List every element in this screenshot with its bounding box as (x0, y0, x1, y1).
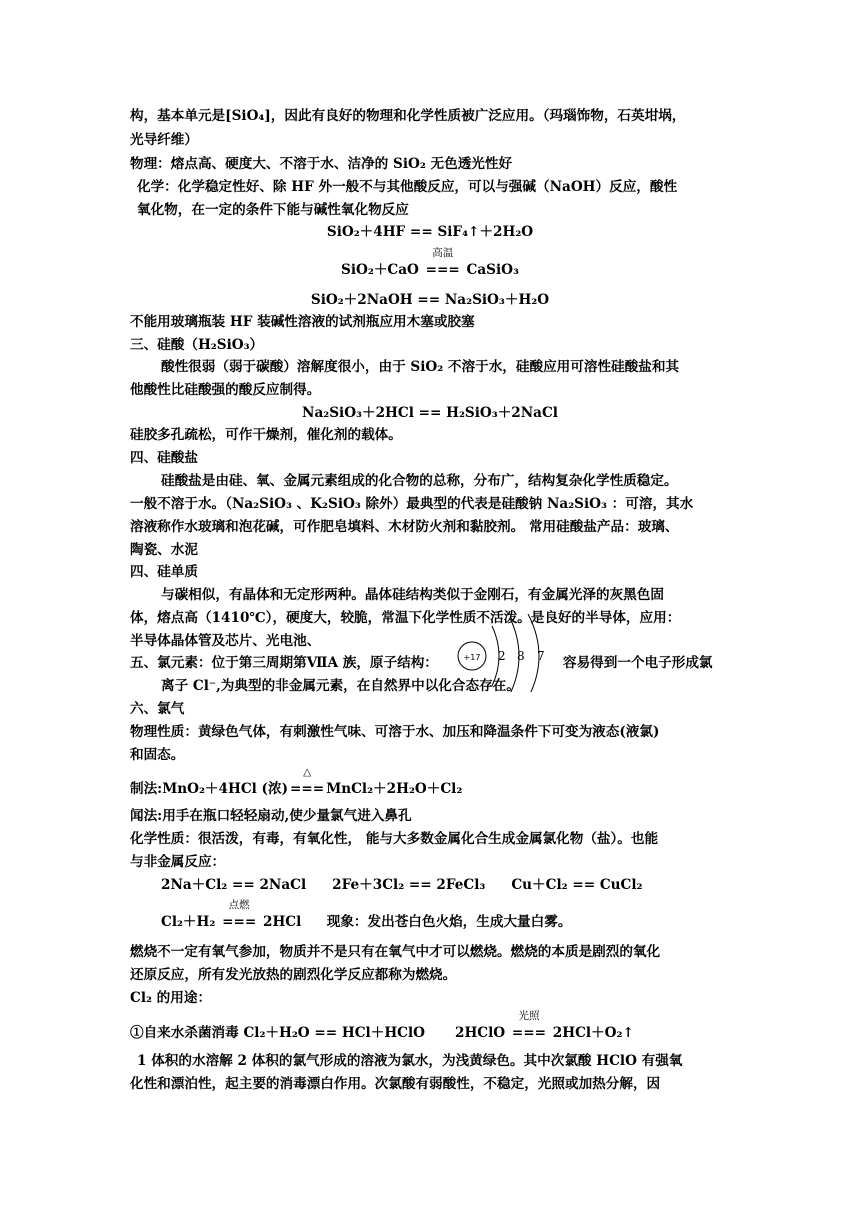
paragraph-line: 容易得到一个电子形成氯 (563, 655, 713, 671)
paragraph-line: 光导纤维） (130, 132, 198, 148)
equation-sio2-cao: SiO₂＋CaO 高温 === CaSiO₃ (341, 247, 519, 278)
paragraph-line: 陶瓷、水泥 (130, 542, 198, 558)
paragraph-line: 不能用玻璃瓶装 HF 装碱性溶液的试剂瓶应用木塞或胶塞 (130, 314, 475, 330)
equation-na2sio3-hcl: Na₂SiO₃＋2HCl == H₂SiO₃＋2NaCl (302, 405, 558, 421)
paragraph-line: 闻法:用手在瓶口轻轻扇动,使少量氯气进入鼻孔 (130, 808, 412, 824)
paragraph-line: 溶液称作水玻璃和泡花碱，可作肥皂填料、木材防火剂和黏胶剂。 常用硅酸盐产品：玻璃、 (130, 519, 679, 535)
equation-row (161, 876, 642, 894)
paragraph-line: 氧化物，在一定的条件下能与碱性氧化物反应 (137, 202, 409, 218)
equation-cl2-h2: Cl₂＋H₂ 点燃 === 2HCl 现象：发出苍白色火焰，生成大量白雾。 (161, 899, 572, 930)
phenomenon-note: 现象：发出苍白色火焰，生成大量白雾。 (326, 914, 572, 930)
paragraph-line: 化性和漂泊性，起主要的消毒漂白作用。次氯酸有弱酸性，不稳定，光照或加热分解，因 (130, 1076, 661, 1092)
paragraph-line: 半导体晶体管及芯片、光电池、 (130, 633, 321, 649)
paragraph-line: 与碳相似，有晶体和无定形两种。晶体硅结构类似于金刚石，有金属光泽的灰黑色固 (161, 587, 664, 603)
paragraph-line: 化学：化学稳定性好、除 HF 外一般不与其他酸反应，可以与强碱（NaOH）反应，酸性 (137, 179, 678, 195)
paragraph-line: 物理：熔点高、硬度大、不溶于水、洁净的 SiO₂ 无色透光性好 (130, 156, 513, 172)
section-heading: 四、硅单质 (130, 564, 198, 580)
paragraph-line: 与非金属反应： (130, 854, 226, 870)
reaction-condition: 光照 === (511, 1010, 547, 1041)
section-heading: 三、硅酸（H₂SiO₃） (130, 337, 264, 353)
section-heading: 四、硅酸盐 (130, 450, 198, 466)
paragraph-line: 酸性很弱（弱于碳酸）溶解度很小，由于 SiO₂ 不溶于水，硅酸应用可溶性硅酸盐和其 (161, 359, 680, 375)
equation-fe-cl2: 2Fe＋3Cl₂ == 2FeCl₃ (332, 877, 486, 893)
paragraph-line: 硅酸盐是由硅、氧、金属元素组成的化合物的总称，分布广，结构复杂化学性质稳定。 (161, 473, 678, 489)
paragraph-line: 他酸性比硅酸强的酸反应制得。 (130, 382, 321, 398)
equation-cu-cl2: Cu＋Cl₂ == CuCl₂ (511, 877, 643, 893)
paragraph-line: 一般不溶于水。（Na₂SiO₃ 、K₂SiO₃ 除外）最典型的代表是硅酸钠 Na₂SiO₃ ：可溶，其水 (130, 496, 694, 512)
equation-sio2-naoh: SiO₂＋2NaOH == Na₂SiO₃＋H₂O (310, 292, 550, 308)
equation-sio2-hf: SiO₂＋4HF == SiF₄↑＋2H₂O (326, 224, 534, 240)
reaction-condition: △ === (290, 766, 325, 797)
reaction-condition: 点燃 === (222, 899, 257, 930)
nucleus-charge: +17 (463, 653, 481, 662)
shell-electron-count: 8 (517, 649, 525, 663)
paragraph-line: 硅胶多孔疏松，可作干燥剂，催化剂的载体。 (130, 427, 402, 443)
paragraph-line: 和固态。 (130, 747, 185, 763)
shell-electron-count: 7 (537, 649, 545, 663)
reaction-condition: 高温 === (425, 247, 460, 278)
paragraph-line: 离子 Cl⁻,为典型的非金属元素，在自然界中以化合态存在。 (161, 678, 520, 694)
paragraph-line: 化学性质：很活泼，有毒，有氧化性， 能与大多数金属化合生成金属氯化物（盐）。也能 (130, 831, 659, 847)
paragraph-line: 还原反应，所有发光放热的剧烈化学反应都称为燃烧。 (130, 967, 457, 983)
paragraph-line: 物理性质：黄绿色气体，有刺激性气味、可溶于水、加压和降温条件下可变为液态(液氯) (130, 724, 660, 740)
paragraph-line: 1 体积的水溶解 2 体积的氯气形成的溶液为氯水，为浅黄绿色。其中次氯酸 HClO 有强氧 (137, 1053, 683, 1069)
section-heading: 六、氯气 (130, 701, 185, 717)
paragraph-line: 燃烧不一定有氧气参加，物质并不是只有在氧气中才可以燃烧。燃烧的本质是剧烈的氧化 (130, 944, 661, 960)
paragraph-line: Cl₂ 的用途： (130, 990, 212, 1006)
paragraph-line: 五、氯元素：位于第三周期第ⅦA 族，原子结构： (130, 655, 438, 671)
equation-na-cl2: 2Na＋Cl₂ == 2NaCl (161, 877, 307, 893)
paragraph-line: 构，基本单元是[SiO₄]，因此有良好的物理和化学性质被广泛应用。（玛瑙饰物，石英坩埚， (130, 108, 686, 124)
preparation-equation: 制法:MnO₂＋4HCl (浓) △ === MnCl₂＋2H₂O＋Cl₂ (130, 766, 463, 797)
shell-electron-count: 2 (498, 649, 506, 663)
equation-row: ①自来水杀菌消毒 Cl₂＋H₂O == HCl＋HClO 2HClO 光照 === 2HCl＋O₂↑ (130, 1010, 634, 1041)
paragraph-line: 体，熔点高（1410℃），硬度大，较脆，常温下化学性质不活泼。是良好的半导体，应用： (130, 610, 681, 626)
